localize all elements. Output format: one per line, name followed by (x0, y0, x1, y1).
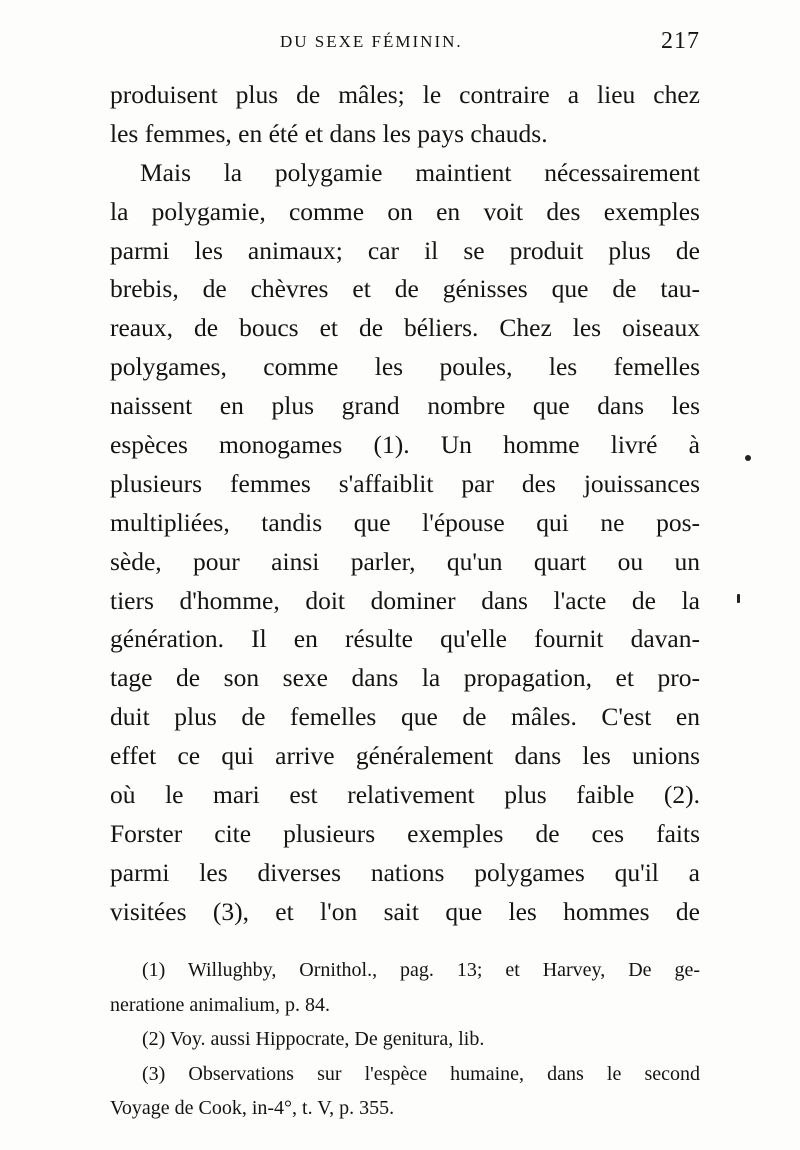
footnotes (110, 953, 700, 1126)
text-line: tiers d'homme, doit dominer dans l'acte de la (110, 585, 700, 615)
running-head: DU SEXE FÉMININ. (280, 32, 463, 51)
page-header (110, 28, 700, 58)
text-line: produisent plus de mâles; le contraire a lieu chez (110, 80, 700, 109)
text-line: polygames, comme les poules, les femelles (110, 352, 700, 382)
text-line: naissent en plus grand nombre que dans les (110, 391, 700, 421)
footnote-line: (2) Voy. aussi Hippocrate, De genitura, lib. (142, 1028, 485, 1050)
text-line: brebis, de chèvres et de génisses que de tau- (110, 274, 700, 304)
text-line: la polygamie, comme on en voit des exemples (110, 196, 700, 226)
ink-speck (737, 594, 740, 603)
body-text (110, 76, 700, 932)
text-line: plusieurs femmes s'affaiblit par des jouissances (110, 468, 700, 498)
text-line: génération. Il en résulte qu'elle fournit davan- (110, 624, 700, 654)
text-line: espèces monogames (1). Un homme livré à (110, 430, 700, 460)
footnote-line: neratione animalium, p. 84. (110, 993, 330, 1016)
text-line: Forster cite plusieurs exemples de ces faits (110, 818, 700, 848)
text-line: visitées (3), et l'on sait que les hommes de (110, 896, 700, 926)
text-line: tage de son sexe dans la propagation, et pro- (110, 663, 700, 693)
text-line: effet ce qui arrive généralement dans les unions (110, 741, 700, 771)
footnote-line: (3) Observations sur l'espèce humaine, dans le second (142, 1062, 700, 1085)
text-line: multipliées, tandis que l'épouse qui ne pos- (110, 507, 700, 537)
text-line: parmi les diverses nations polygames qu'il a (110, 857, 700, 887)
text-line: reaux, de boucs et de béliers. Chez les oiseaux (110, 313, 700, 343)
footnote-line: Voyage de Cook, in-4°, t. V, p. 355. (110, 1097, 395, 1119)
text-line: sède, pour ainsi parler, qu'un quart ou un (110, 546, 700, 576)
text-line: duit plus de femelles que de mâles. C'est en (110, 702, 700, 732)
footnote-line: (1) Willughby, Ornithol., pag. 13; et Harvey, De ge- (142, 959, 700, 981)
text-line: parmi les animaux; car il se produit plus de (110, 235, 700, 265)
ink-speck (745, 455, 751, 461)
text-line: les femmes, en été et dans les pays chauds. (110, 118, 548, 148)
text-line: Mais la polygamie maintient nécessairement (140, 157, 700, 187)
text-line: où le mari est relativement plus faible (2). (110, 780, 700, 810)
page-number: 217 (661, 28, 700, 54)
